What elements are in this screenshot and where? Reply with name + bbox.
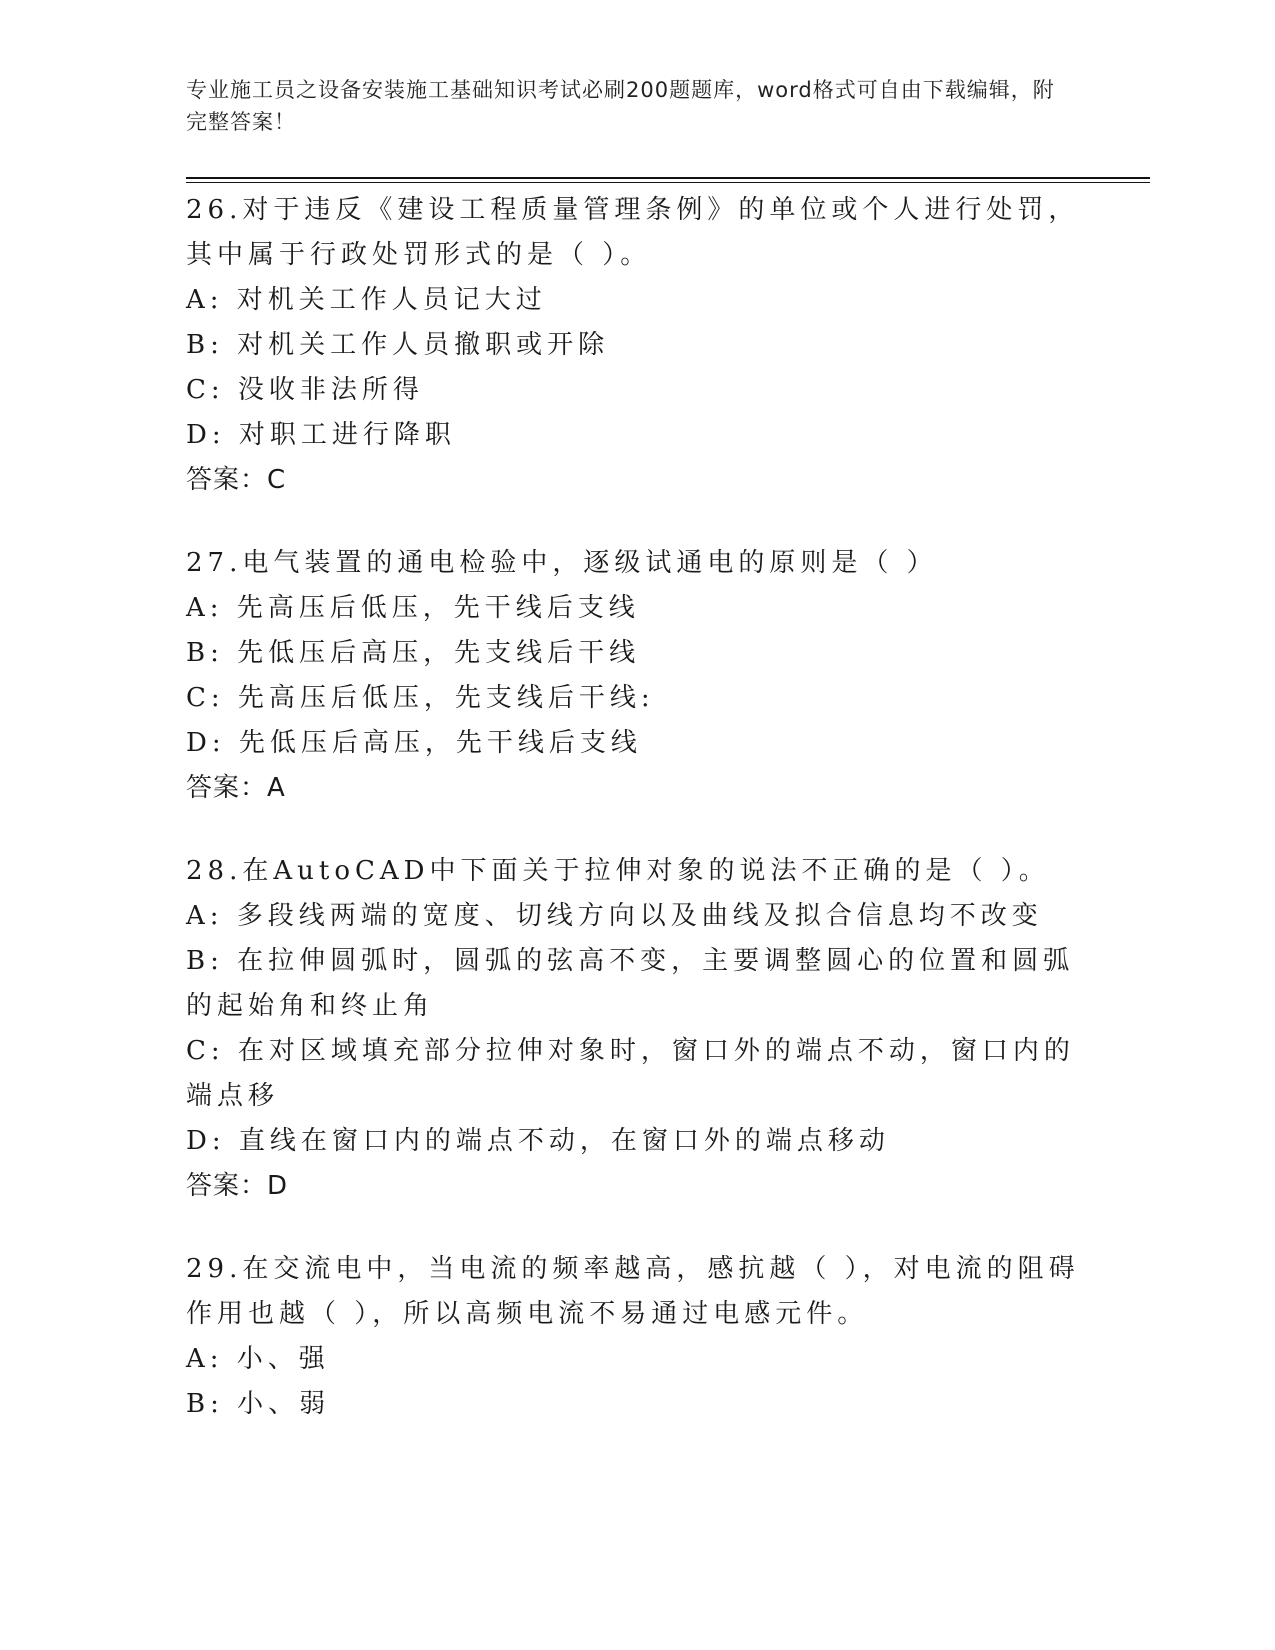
answer-line: 答案：D — [186, 1171, 289, 1201]
option-c: C: 在对区域填充部分拉伸对象时，窗口外的端点不动，窗口内的端点移 — [186, 1036, 1075, 1111]
option-c: C: 先高压后低压，先支线后干线: — [186, 683, 655, 713]
option-a: A: 先高压后低压，先干线后支线 — [186, 593, 640, 623]
header-divider-thick — [186, 177, 1150, 179]
option-d: D: 先低压后高压，先干线后支线 — [186, 728, 642, 758]
option-b: B: 在拉伸圆弧时，圆弧的弦高不变，主要调整圆心的位置和圆弧的起始角和终止角 — [186, 946, 1075, 1021]
answer-line: 答案：C — [186, 465, 287, 495]
header-divider-thin — [186, 182, 1150, 183]
option-c: C: 没收非法所得 — [186, 375, 424, 405]
question-stem: 28.在AutoCAD中下面关于拉伸对象的说法不正确的是（ ）。 — [186, 856, 1050, 886]
option-d: D: 直线在窗口内的端点不动，在窗口外的端点移动 — [186, 1126, 890, 1156]
answer-line: 答案：A — [186, 773, 286, 803]
question-list — [186, 188, 1086, 1465]
option-d: D: 对职工进行降职 — [186, 420, 456, 450]
option-a: A: 对机关工作人员记大过 — [186, 285, 547, 315]
question-stem: 27.电气装置的通电检验中，逐级试通电的原则是（ ） — [186, 548, 938, 578]
document-header: 专业施工员之设备安装施工基础知识考试必刷200题题库，word格式可自由下载编辑，附完整答案！ — [186, 78, 1055, 134]
option-b: B: 小、弱 — [186, 1389, 331, 1419]
option-b: B: 对机关工作人员撤职或开除 — [186, 330, 610, 360]
question-27 — [186, 541, 1086, 811]
option-a: A: 小、强 — [186, 1344, 330, 1374]
question-stem: 29.在交流电中，当电流的频率越高，感抗越（ ），对电流的阻碍作用也越（ ），所以高频电流不易通过电感元件。 — [186, 1254, 1080, 1329]
question-29 — [186, 1247, 1086, 1427]
option-a: A: 多段线两端的宽度、切线方向以及曲线及拟合信息均不改变 — [186, 901, 1043, 931]
question-26 — [186, 188, 1086, 503]
question-28 — [186, 849, 1086, 1209]
question-stem: 26.对于违反《建设工程质量管理条例》的单位或个人进行处罚，其中属于行政处罚形式的是（ ）。 — [186, 195, 1080, 270]
option-b: B: 先低压后高压，先支线后干线 — [186, 638, 641, 668]
